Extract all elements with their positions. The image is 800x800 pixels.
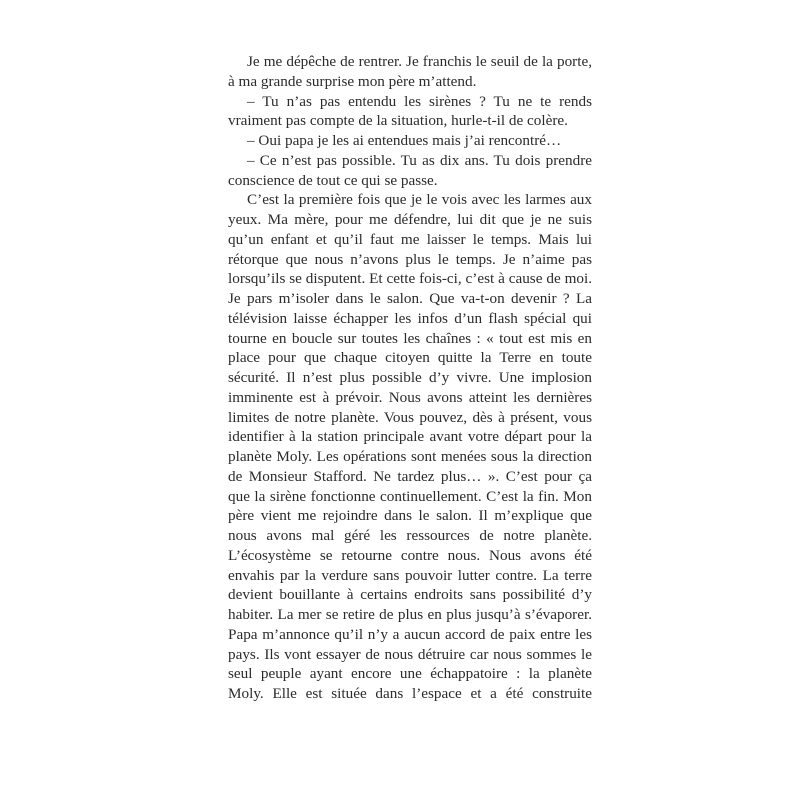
paragraph-arrival: Je me dépêche de rentrer. Je franchis le seuil de la porte, à ma grande surprise mon père m’attend. [228, 53, 592, 90]
paragraph-reply: – Oui papa je les ai entendues mais j’ai rencontré… [247, 132, 562, 149]
paragraph-main-narrative: C’est la première fois que je le vois avec les larmes aux yeux. Ma mère, pour me défendre, lui dit que je ne suis qu’un enfant et qu’il faut me laisser le temps. Mais lui rétorque que nous n’avons plus le temps. Je n’aime pas lorsqu’ils se disputent. Et cette fois-ci, c’est à cause de moi. Je pars m’isoler dans le salon. Que va-t-on devenir ? La télévision laisse échapper les infos d’un flash spécial qui tourne en boucle sur toutes les chaînes : « tout est mis en place pour que chaque citoyen quitte la Terre en toute sécurité. Il n’est plus possible d’y vivre. Une implosion imminente est à prévoir. Nous avons atteint les dernières limites de notre planète. Vous pouvez, dès à présent, vous identifier à la station principale avant votre départ pour la planète Moly. Les opérations sont menées sous la direction de Monsieur Stafford. Ne tardez plus… ». C’est pour ça que la sirène fonctionne continuellement. C’est la fin. Mon père vient me rejoindre dans le salon. Il m’explique que nous avons mal géré les ressources de notre planète. L’écosystème se retourne contre nous. Nous avons été envahis par la verdure sans pouvoir lutter contre. La terre devient bouillante à certains endroits sans possibilité d’y habiter. La mer se retire de plus en plus jusqu’à s’évaporer. Papa m’annonce qu’il n’y a aucun accord de paix entre les pays. Ils vont essayer de nous détruire car nous sommes le seul peuple ayant encore une échappatoire : la planète Moly. Elle est située dans l’espace et a été construite [228, 191, 592, 702]
book-page [228, 52, 592, 704]
paragraph-father-sirens: – Tu n’as pas entendu les sirènes ? Tu ne te rends vraiment pas compte de la situation, hurle-t-il de colère. [228, 92, 592, 130]
paragraph-father-age: – Ce n’est pas possible. Tu as dix ans. Tu dois prendre conscience de tout ce qui se passe. [228, 151, 592, 189]
